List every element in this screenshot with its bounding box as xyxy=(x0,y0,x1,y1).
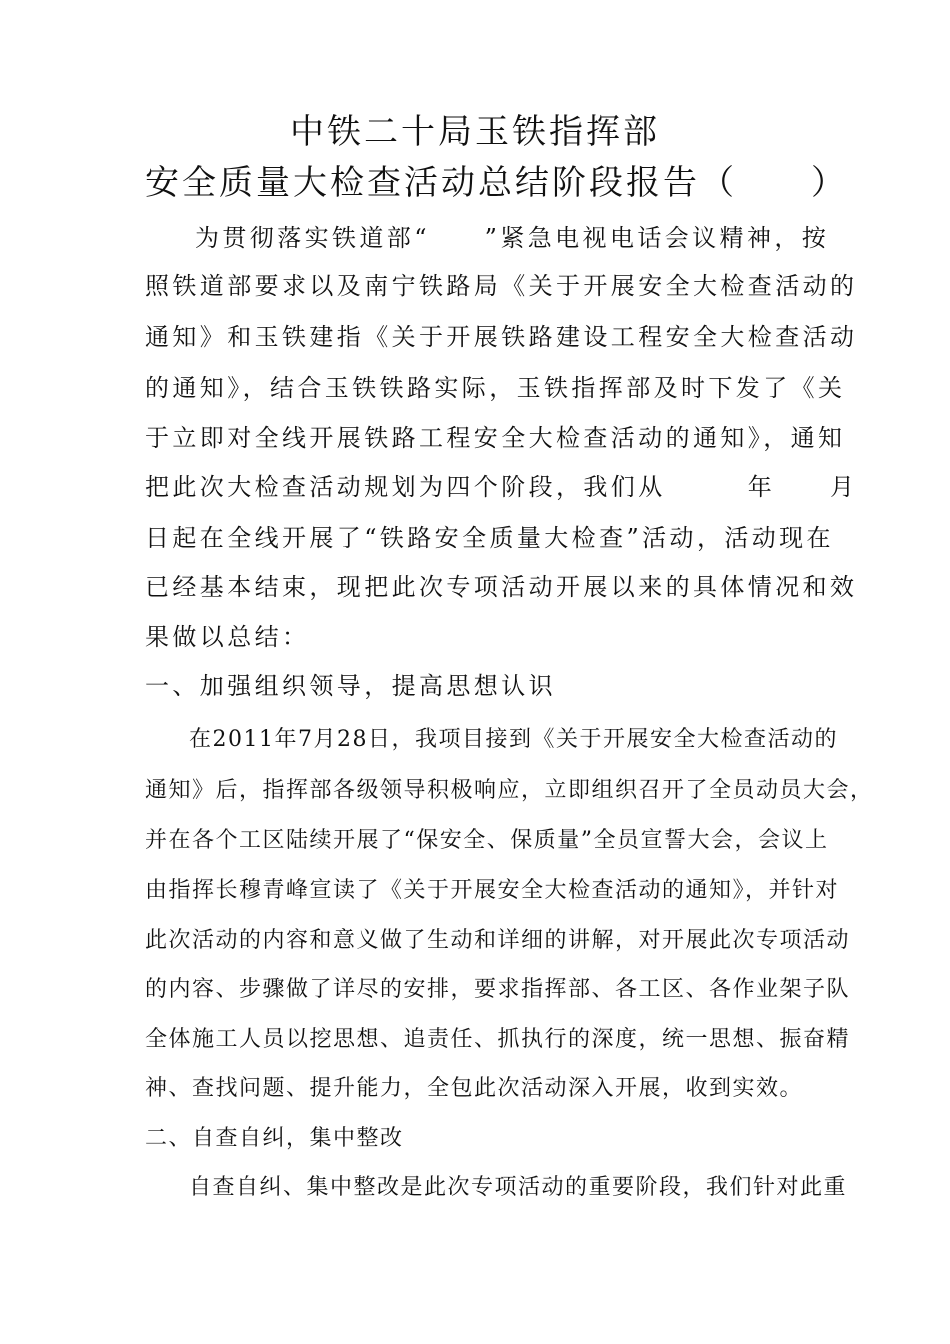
paragraph-line: 全体施工人员以挖思想、追责任、抓执行的深度，统一思想、振奋精 xyxy=(145,1027,851,1052)
paragraph-line: 为贯彻落实铁道部“ ”紧急电视电话会议精神，按 xyxy=(195,224,830,252)
document-title-line-2: 安全质量大检查活动总结阶段报告（ ） xyxy=(145,163,848,203)
paragraph-line: 于立即对全线开展铁路工程安全大检查活动的通知》，通知 xyxy=(145,424,846,452)
paragraph-line: 日起在全线开展了“铁路安全质量大检查”活动，活动现在 xyxy=(145,524,834,552)
paragraph-line: 神、查找问题、提升能力，全包此次活动深入开展，收到实效。 xyxy=(145,1076,804,1101)
paragraph-line: 的通知》，结合玉铁铁路实际，玉铁指挥部及时下发了《关 xyxy=(145,374,846,402)
section-heading-1: 一、加强组织领导，提高思想认识 xyxy=(145,672,556,700)
document-title-line-1: 中铁二十局玉铁指挥部 xyxy=(290,112,660,152)
paragraph-line: 果做以总结： xyxy=(145,623,310,651)
paragraph-line: 已经基本结束，现把此次专项活动开展以来的具体情况和效 xyxy=(145,573,858,601)
paragraph-line: 把此次大检查活动规划为四个阶段，我们从 年 月 xyxy=(145,473,858,501)
section-heading-2: 二、自查自纠，集中整改 xyxy=(145,1126,404,1151)
paragraph-line: 此次活动的内容和意义做了生动和详细的讲解，对开展此次专项活动 xyxy=(145,928,851,953)
paragraph-line: 的内容、步骤做了详尽的安排，要求指挥部、各工区、各作业架子队 xyxy=(145,977,851,1002)
paragraph-line: 通知》后，指挥部各级领导积极响应，立即组织召开了全员动员大会， xyxy=(145,778,874,803)
paragraph-line: 由指挥长穆青峰宣读了《关于开展安全大检查活动的通知》，并针对 xyxy=(145,878,840,903)
paragraph-line: 自查自纠、集中整改是此次专项活动的重要阶段，我们针对此重 xyxy=(189,1175,848,1200)
paragraph-line: 并在各个工区陆续开展了“保安全、保质量”全员宣誓大会，会议上 xyxy=(145,828,829,853)
paragraph-line: 照铁道部要求以及南宁铁路局《关于开展安全大检查活动的 xyxy=(145,272,858,300)
paragraph-line: 通知》和玉铁建指《关于开展铁路建设工程安全大检查活动 xyxy=(145,323,858,351)
paragraph-line: 在2011年7月28日，我项目接到《关于开展安全大检查活动的 xyxy=(189,727,838,752)
